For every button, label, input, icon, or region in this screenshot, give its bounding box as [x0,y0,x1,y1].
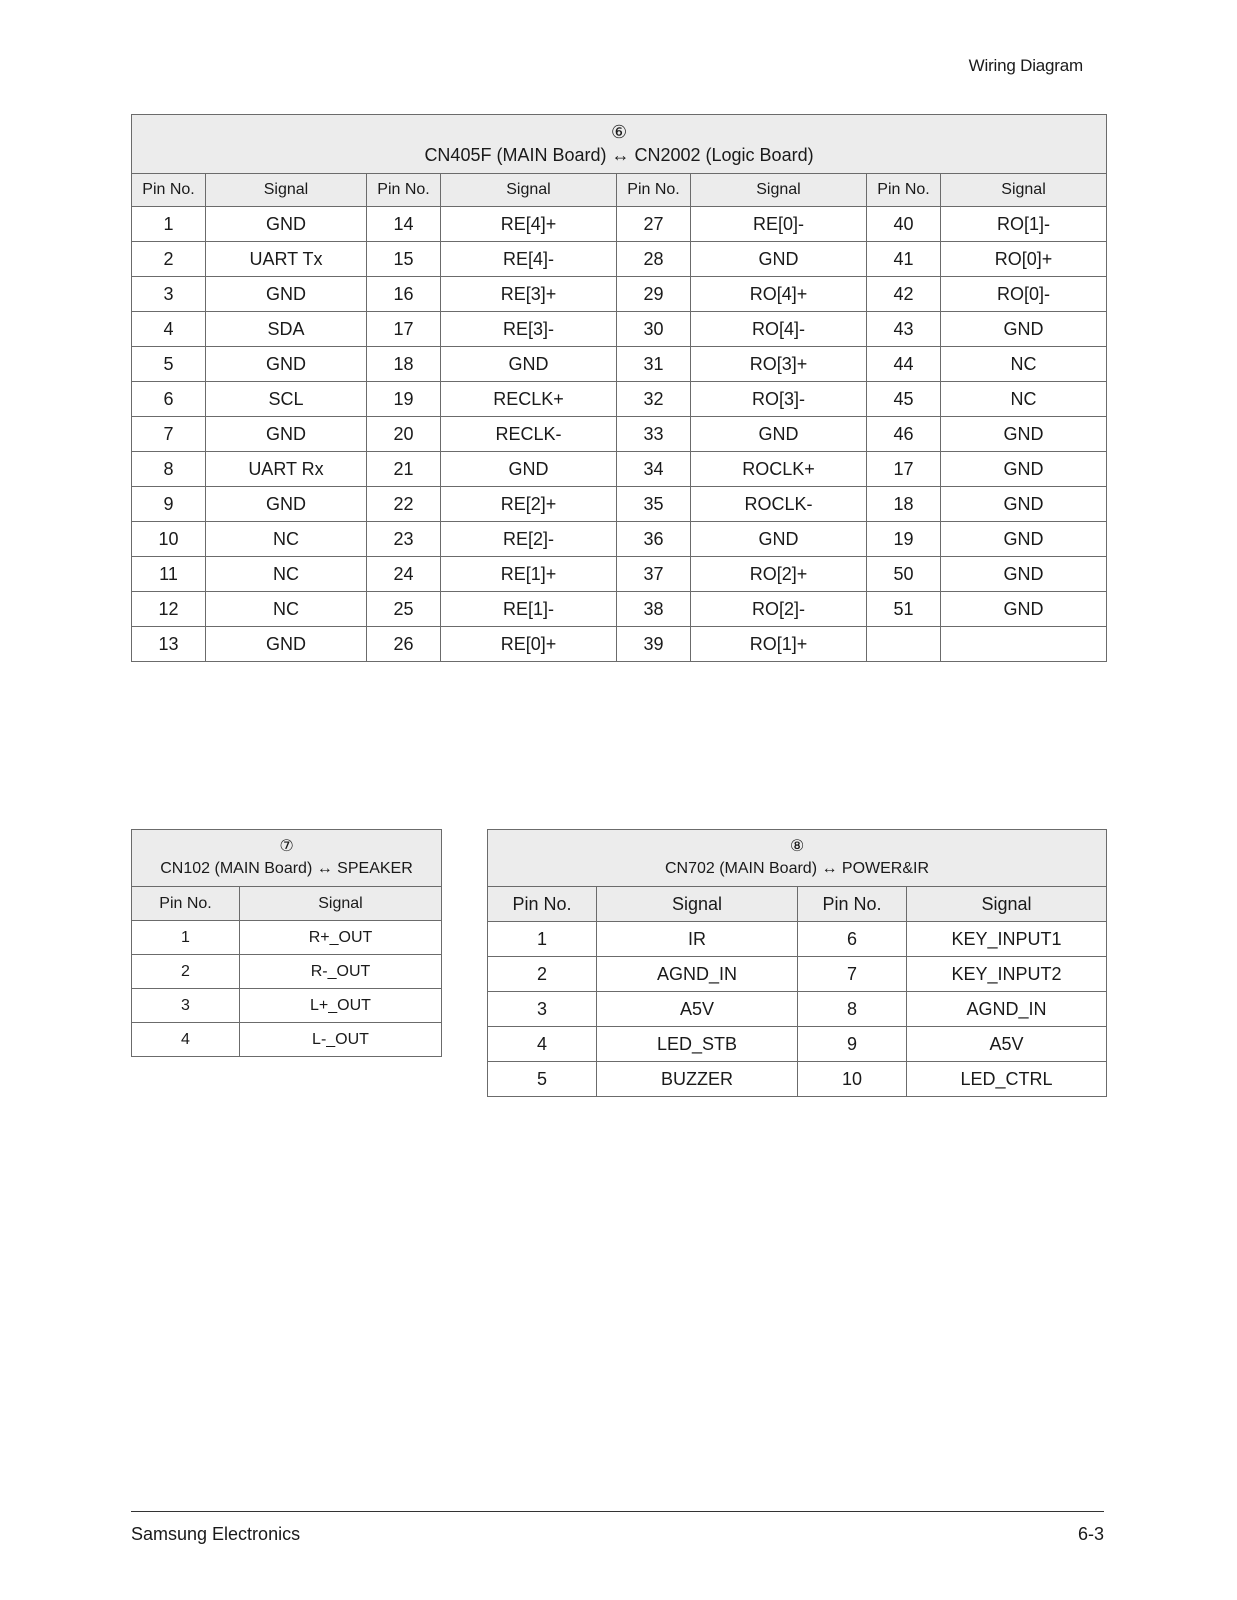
pin-number-cell: 3 [488,992,597,1027]
pin-number-cell: 15 [367,242,441,277]
signal-cell: GND [941,452,1107,487]
table-title: CN102 (MAIN Board) ↔ SPEAKER [160,860,413,877]
table-title: CN405F (MAIN Board) ↔ CN2002 (Logic Board) [424,145,814,165]
pin-number-cell: 19 [867,522,941,557]
signal-cell: L-_OUT [240,1023,442,1057]
signal-cell: L+_OUT [240,989,442,1023]
pin-number-cell: 1 [488,922,597,957]
table-row [132,312,1107,347]
pin-number-cell: 27 [617,207,691,242]
signal-cell: RE[4]- [441,242,617,277]
pin-number-cell: 18 [867,487,941,522]
table-header-row [132,174,1107,207]
pin-number-cell: 18 [367,347,441,382]
header-signal: Signal [240,887,442,921]
signal-cell: IR [597,922,798,957]
signal-cell: RO[4]+ [691,277,867,312]
pin-number-cell: 2 [488,957,597,992]
signal-cell: GND [941,557,1107,592]
signal-cell: SCL [206,382,367,417]
pin-number-cell: 1 [132,207,206,242]
pin-number-cell: 6 [132,382,206,417]
table-row [488,1062,1107,1097]
signal-cell: GND [206,627,367,662]
pin-number-cell: 40 [867,207,941,242]
signal-cell: GND [206,417,367,452]
table-title-cell [488,830,1107,887]
pin-number-cell: 8 [132,452,206,487]
signal-cell: GND [941,417,1107,452]
table-row [132,487,1107,522]
signal-cell: RO[0]+ [941,242,1107,277]
signal-cell: RECLK+ [441,382,617,417]
signal-cell: NC [206,557,367,592]
table-number: ⑧ [789,838,805,855]
pin-number-cell: 10 [798,1062,907,1097]
signal-cell: ROCLK- [691,487,867,522]
signal-cell: R+_OUT [240,921,442,955]
table-title: CN702 (MAIN Board) ↔ POWER&IR [664,860,930,877]
signal-cell: NC [206,592,367,627]
pin-number-cell: 44 [867,347,941,382]
pin-number-cell: 11 [132,557,206,592]
header-signal: Signal [691,174,867,207]
pin-number-cell: 9 [132,487,206,522]
table-title-cell [132,115,1107,174]
signal-cell: NC [941,347,1107,382]
pin-number-cell [867,627,941,662]
table-header-row [132,887,442,921]
pin-number-cell: 17 [867,452,941,487]
pin-number-cell: 19 [367,382,441,417]
header-pin-no: Pin No. [798,887,907,922]
signal-cell: GND [941,312,1107,347]
table-row [132,592,1107,627]
pin-number-cell: 34 [617,452,691,487]
table-number: ⑥ [610,122,628,142]
pin-number-cell: 36 [617,522,691,557]
pin-number-cell: 38 [617,592,691,627]
signal-cell: RECLK- [441,417,617,452]
pin-number-cell: 29 [617,277,691,312]
pin-number-cell: 2 [132,955,240,989]
table-body [132,921,442,1057]
pin-number-cell: 4 [132,1023,240,1057]
pin-number-cell: 10 [132,522,206,557]
signal-cell: RE[2]- [441,522,617,557]
pin-number-cell: 6 [798,922,907,957]
signal-cell: RE[0]- [691,207,867,242]
pin-number-cell: 22 [367,487,441,522]
table-row [132,921,442,955]
header-signal: Signal [907,887,1107,922]
table-row [488,992,1107,1027]
table-row [132,627,1107,662]
table-row [132,417,1107,452]
signal-cell: RE[3]+ [441,277,617,312]
table-body [488,922,1107,1097]
pin-number-cell: 46 [867,417,941,452]
table-row [132,242,1107,277]
pin-number-cell: 26 [367,627,441,662]
header-signal: Signal [597,887,798,922]
signal-cell: UART Tx [206,242,367,277]
table-row [132,207,1107,242]
signal-cell: RO[3]- [691,382,867,417]
table-row [132,452,1107,487]
table-header-row [488,887,1107,922]
signal-cell: RE[1]- [441,592,617,627]
signal-cell: GND [206,277,367,312]
signal-cell: GND [206,207,367,242]
connector-table-cn702 [487,829,1107,1097]
signal-cell: GND [941,592,1107,627]
pin-number-cell: 42 [867,277,941,312]
pin-number-cell: 35 [617,487,691,522]
signal-cell: RO[0]- [941,277,1107,312]
header-pin-no: Pin No. [617,174,691,207]
signal-cell [941,627,1107,662]
signal-cell: GND [206,347,367,382]
signal-cell: NC [206,522,367,557]
pin-number-cell: 43 [867,312,941,347]
pin-number-cell: 50 [867,557,941,592]
pin-number-cell: 32 [617,382,691,417]
pin-number-cell: 4 [132,312,206,347]
pin-number-cell: 3 [132,989,240,1023]
signal-cell: KEY_INPUT1 [907,922,1107,957]
signal-cell: GND [441,347,617,382]
table-title-cell [132,830,442,887]
pin-number-cell: 12 [132,592,206,627]
signal-cell: GND [206,487,367,522]
signal-cell: RO[2]+ [691,557,867,592]
pin-number-cell: 7 [798,957,907,992]
pin-number-cell: 24 [367,557,441,592]
pin-number-cell: 39 [617,627,691,662]
table-row [132,347,1107,382]
connector-table-cn102 [131,829,442,1057]
header-pin-no: Pin No. [132,887,240,921]
pin-number-cell: 13 [132,627,206,662]
signal-cell: NC [941,382,1107,417]
signal-cell: RO[1]- [941,207,1107,242]
signal-cell: BUZZER [597,1062,798,1097]
signal-cell: GND [441,452,617,487]
pin-number-cell: 14 [367,207,441,242]
pin-number-cell: 25 [367,592,441,627]
table-row [132,955,442,989]
pin-number-cell: 17 [367,312,441,347]
table-row [132,989,442,1023]
header-pin-no: Pin No. [132,174,206,207]
pin-number-cell: 20 [367,417,441,452]
table-row [132,382,1107,417]
signal-cell: AGND_IN [907,992,1107,1027]
pin-number-cell: 45 [867,382,941,417]
signal-cell: GND [691,242,867,277]
pin-number-cell: 2 [132,242,206,277]
signal-cell: GND [691,417,867,452]
pin-number-cell: 7 [132,417,206,452]
pin-number-cell: 41 [867,242,941,277]
pin-number-cell: 23 [367,522,441,557]
page-header-title: Wiring Diagram [968,56,1083,75]
signal-cell: RO[2]- [691,592,867,627]
header-pin-no: Pin No. [867,174,941,207]
header-pin-no: Pin No. [367,174,441,207]
pin-number-cell: 31 [617,347,691,382]
connector-table-cn405f [131,114,1107,662]
pin-number-cell: 8 [798,992,907,1027]
table-row [132,277,1107,312]
signal-cell: AGND_IN [597,957,798,992]
footer-divider [131,1511,1104,1512]
pin-number-cell: 4 [488,1027,597,1062]
pin-number-cell: 9 [798,1027,907,1062]
pin-number-cell: 1 [132,921,240,955]
signal-cell: RE[3]- [441,312,617,347]
signal-cell: RE[0]+ [441,627,617,662]
signal-cell: RO[1]+ [691,627,867,662]
table-row [132,557,1107,592]
pin-number-cell: 16 [367,277,441,312]
footer-page-number: 6-3 [1077,1524,1104,1544]
signal-cell: GND [941,487,1107,522]
signal-cell: LED_CTRL [907,1062,1107,1097]
signal-cell: RO[4]- [691,312,867,347]
pin-number-cell: 3 [132,277,206,312]
table-row [132,522,1107,557]
header-signal: Signal [941,174,1107,207]
header-signal: Signal [441,174,617,207]
pin-number-cell: 5 [488,1062,597,1097]
pin-number-cell: 51 [867,592,941,627]
signal-cell: R-_OUT [240,955,442,989]
signal-cell: RO[3]+ [691,347,867,382]
footer-company: Samsung Electronics [131,1524,301,1544]
pin-number-cell: 33 [617,417,691,452]
table-number: ⑦ [279,838,294,855]
pin-number-cell: 21 [367,452,441,487]
signal-cell: A5V [597,992,798,1027]
signal-cell: RE[2]+ [441,487,617,522]
signal-cell: GND [941,522,1107,557]
pin-number-cell: 5 [132,347,206,382]
pin-number-cell: 28 [617,242,691,277]
table-row [132,1023,442,1057]
header-pin-no: Pin No. [488,887,597,922]
header-signal: Signal [206,174,367,207]
signal-cell: A5V [907,1027,1107,1062]
signal-cell: ROCLK+ [691,452,867,487]
signal-cell: RE[1]+ [441,557,617,592]
signal-cell: UART Rx [206,452,367,487]
signal-cell: KEY_INPUT2 [907,957,1107,992]
pin-number-cell: 30 [617,312,691,347]
table-row [488,922,1107,957]
table-body [132,207,1107,662]
pin-number-cell: 37 [617,557,691,592]
table-row [488,957,1107,992]
signal-cell: GND [691,522,867,557]
signal-cell: RE[4]+ [441,207,617,242]
table-row [488,1027,1107,1062]
signal-cell: LED_STB [597,1027,798,1062]
signal-cell: SDA [206,312,367,347]
